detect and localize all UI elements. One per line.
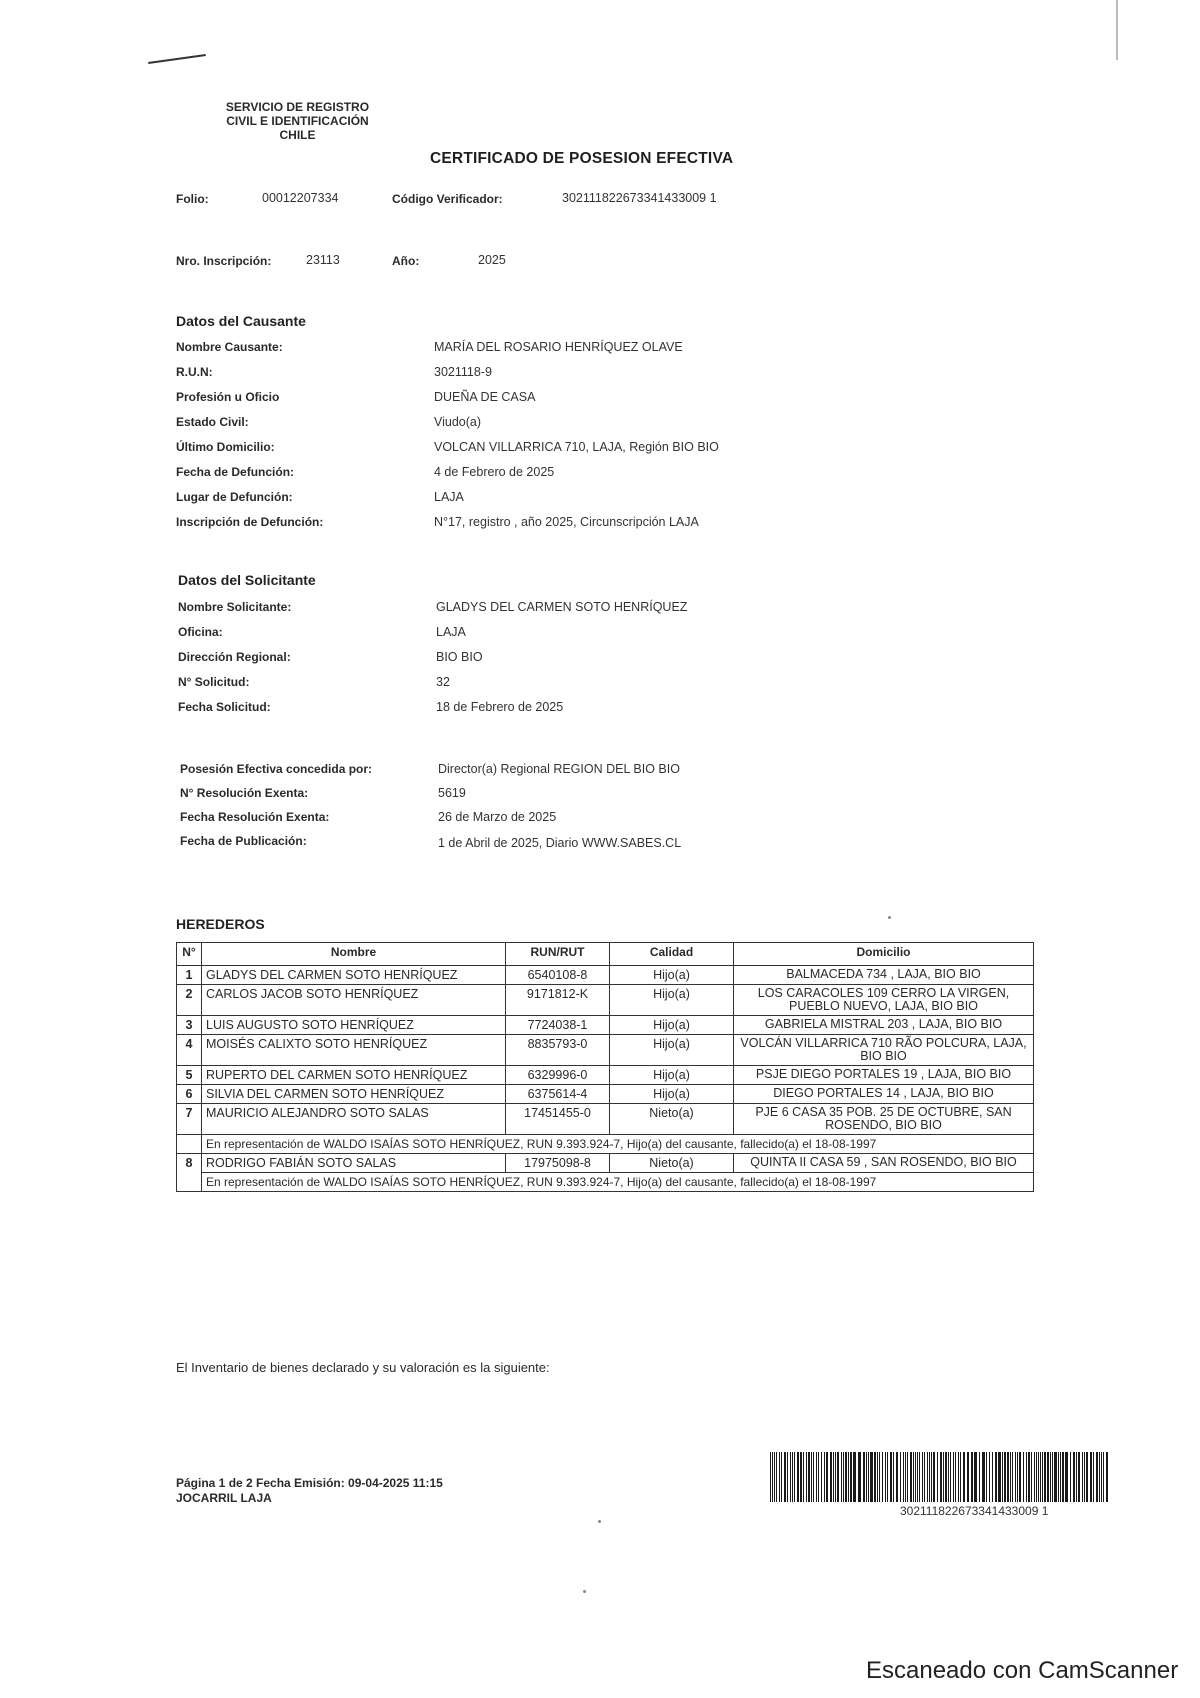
barcode-bar <box>917 1452 918 1502</box>
barcode-bar <box>989 1452 990 1502</box>
barcode-bar <box>963 1452 965 1502</box>
col-header-run: RUN/RUT <box>506 943 610 966</box>
barcode-bar <box>1099 1452 1100 1502</box>
barcode-bar <box>967 1452 969 1502</box>
cell-domicilio: LOS CARACOLES 109 CERRO LA VIRGEN, PUEBLO NUEVO, LAJA, BIO BIO <box>734 985 1034 1016</box>
barcode-bar <box>995 1452 997 1502</box>
agency-line-3: CHILE <box>279 128 316 142</box>
representation-note: En representación de WALDO ISAÍAS SOTO HENRÍQUEZ, RUN 9.393.924-7, Hijo(a) del causante, fallecido(a) el 18-08-1997 <box>202 1173 1034 1192</box>
footer-page-info: Página 1 de 2 Fecha Emisión: 09-04-2025 11:15 <box>176 1476 443 1490</box>
cell-nombre: RUPERTO DEL CARMEN SOTO HENRÍQUEZ <box>202 1066 506 1085</box>
barcode-bar <box>1106 1452 1108 1502</box>
section-herederos: HEREDEROS <box>176 916 265 932</box>
cell-domicilio: QUINTA II CASA 59 , SAN ROSENDO, BIO BIO <box>734 1154 1034 1173</box>
footer-office: JOCARRIL LAJA <box>176 1491 272 1505</box>
cell-nombre: CARLOS JACOB SOTO HENRÍQUEZ <box>202 985 506 1016</box>
barcode-bar <box>1010 1452 1011 1502</box>
barcode-bar <box>905 1452 906 1502</box>
cell-run: 6375614-4 <box>506 1085 610 1104</box>
cell-calidad: Hijo(a) <box>610 1085 734 1104</box>
barcode-bar <box>835 1452 836 1502</box>
barcode-bar <box>913 1452 914 1502</box>
barcode-bar <box>907 1452 908 1502</box>
barcode-bar <box>943 1452 944 1502</box>
barcode-bar <box>974 1452 977 1502</box>
barcode-bar <box>868 1452 869 1502</box>
solicitante-label: Dirección Regional: <box>178 650 291 664</box>
representation-note: En representación de WALDO ISAÍAS SOTO HENRÍQUEZ, RUN 9.393.924-7, Hijo(a) del causante, fallecido(a) el 18-08-1997 <box>202 1135 1034 1154</box>
barcode-bar <box>998 1452 1001 1502</box>
solicitante-value: GLADYS DEL CARMEN SOTO HENRÍQUEZ <box>436 600 688 614</box>
barcode-bar <box>818 1452 819 1502</box>
cell-domicilio: VOLCÁN VILLARRICA 710 RÃO POLCURA, LAJA, BIO BIO <box>734 1035 1034 1066</box>
barcode-bar <box>893 1452 894 1502</box>
resolucion-label: N° Resolución Exenta: <box>180 786 309 800</box>
barcode-bar <box>1023 1452 1024 1502</box>
barcode-bar <box>806 1452 807 1502</box>
solicitante-label: Nombre Solicitante: <box>178 600 292 614</box>
table-row <box>177 1104 1034 1135</box>
barcode-bar <box>1060 1452 1061 1502</box>
barcode-bar <box>948 1452 949 1502</box>
barcode-bar <box>858 1452 861 1502</box>
cell-run: 6329996-0 <box>506 1066 610 1085</box>
cell-no: 5 <box>177 1066 202 1085</box>
barcode-bar <box>879 1452 880 1502</box>
barcode-bar <box>1058 1452 1059 1502</box>
cell-nombre: GLADYS DEL CARMEN SOTO HENRÍQUEZ <box>202 966 506 985</box>
barcode-bar <box>779 1452 780 1502</box>
solicitante-value: BIO BIO <box>436 650 483 664</box>
table-row <box>177 966 1034 985</box>
solicitante-label: Fecha Solicitud: <box>178 700 271 714</box>
barcode-bar <box>848 1452 849 1502</box>
scan-mark <box>148 54 206 64</box>
barcode-bar <box>955 1452 956 1502</box>
resolucion-label: Fecha de Publicación: <box>180 834 307 848</box>
barcode-bar <box>1019 1452 1021 1502</box>
cell-run: 7724038-1 <box>506 1016 610 1035</box>
barcode-bar <box>1040 1452 1041 1502</box>
causante-value: LAJA <box>434 490 464 504</box>
causante-label: Fecha de Defunción: <box>176 465 295 479</box>
barcode-bar <box>1026 1452 1027 1502</box>
barcode-bar <box>1086 1452 1088 1502</box>
barcode-bar <box>992 1452 993 1502</box>
scan-speck <box>888 916 891 919</box>
barcode-bar <box>845 1452 847 1502</box>
barcode-bar <box>770 1452 771 1502</box>
causante-value: 3021118-9 <box>434 365 492 379</box>
barcode-bar <box>924 1452 925 1502</box>
resolucion-value: Director(a) Regional REGION DEL BIO BIO <box>438 762 680 776</box>
barcode-bar <box>866 1452 867 1502</box>
barcode-bar <box>885 1452 886 1502</box>
barcode-bar <box>931 1452 932 1502</box>
table-row-note <box>177 1135 1034 1154</box>
col-header-nombre: Nombre <box>202 943 506 966</box>
barcode-bar <box>958 1452 959 1502</box>
inventario-text: El Inventario de bienes declarado y su valoración es la siguiente: <box>176 1360 550 1375</box>
barcode-bar <box>833 1452 834 1502</box>
barcode-bar <box>882 1452 883 1502</box>
causante-label: Lugar de Defunción: <box>176 490 293 504</box>
table-row-note <box>177 1173 1034 1192</box>
barcode-bar <box>929 1452 930 1502</box>
cell-run: 17975098-8 <box>506 1154 610 1173</box>
barcode-bar <box>863 1452 865 1502</box>
section-causante: Datos del Causante <box>176 313 306 329</box>
barcode-bar <box>1052 1452 1053 1502</box>
barcode-bar <box>1042 1452 1043 1502</box>
barcode-bar <box>821 1452 822 1502</box>
barcode-bar <box>971 1452 973 1502</box>
barcode-bar <box>1004 1452 1006 1502</box>
barcode-bar <box>1065 1452 1068 1502</box>
cell-run: 9171812-K <box>506 985 610 1016</box>
causante-label: Estado Civil: <box>176 415 249 429</box>
barcode-bar <box>927 1452 928 1502</box>
barcode-bar <box>1028 1452 1030 1502</box>
barcode-bar <box>800 1452 802 1502</box>
cell-nombre: MAURICIO ALEJANDRO SOTO SALAS <box>202 1104 506 1135</box>
cell-domicilio: GABRIELA MISTRAL 203 , LAJA, BIO BIO <box>734 1016 1034 1035</box>
barcode-bar <box>1101 1452 1102 1502</box>
cell-no: 3 <box>177 1016 202 1035</box>
anio-value: 2025 <box>478 253 506 267</box>
barcode-bar <box>830 1452 832 1502</box>
barcode-bar <box>874 1452 876 1502</box>
codigo-value: 302111822673341433009 1 <box>562 191 717 205</box>
barcode-bar <box>1031 1452 1032 1502</box>
col-header-domicilio: Domicilio <box>734 943 1034 966</box>
barcode-bar <box>1002 1452 1003 1502</box>
heirs-table <box>176 942 1034 1192</box>
barcode-bar <box>1044 1452 1046 1502</box>
causante-value: Viudo(a) <box>434 415 482 429</box>
barcode-bar <box>811 1452 812 1502</box>
barcode-bar <box>784 1452 786 1502</box>
cell-no: 4 <box>177 1035 202 1066</box>
barcode-bar <box>1103 1452 1104 1502</box>
solicitante-label: Oficina: <box>178 625 223 639</box>
barcode-bar <box>1017 1452 1018 1502</box>
barcode-image <box>770 1452 1110 1502</box>
heirs-header-row <box>177 943 1034 966</box>
barcode-bar <box>787 1452 788 1502</box>
folio-label: Folio: <box>176 192 209 206</box>
barcode-bar <box>1012 1452 1013 1502</box>
cell-no-empty <box>177 1173 202 1192</box>
barcode-bar <box>1034 1452 1035 1502</box>
causante-value: DUEÑA DE CASA <box>434 390 536 404</box>
barcode-bar <box>887 1452 888 1502</box>
barcode-bar <box>922 1452 923 1502</box>
barcode-bar <box>1073 1452 1075 1502</box>
barcode-bar <box>979 1452 980 1502</box>
barcode-bar <box>808 1452 810 1502</box>
folio-value: 00012207334 <box>262 191 339 205</box>
col-header-calidad: Calidad <box>610 943 734 966</box>
cell-nombre: LUIS AUGUSTO SOTO HENRÍQUEZ <box>202 1016 506 1035</box>
table-row <box>177 1035 1034 1066</box>
scan-speck <box>583 1590 586 1593</box>
cell-no: 1 <box>177 966 202 985</box>
cell-no: 2 <box>177 985 202 1016</box>
barcode-bar <box>824 1452 825 1502</box>
causante-value: MARÍA DEL ROSARIO HENRÍQUEZ OLAVE <box>434 340 683 354</box>
section-solicitante: Datos del Solicitante <box>178 572 316 588</box>
solicitante-label: N° Solicitud: <box>178 675 250 689</box>
resolucion-value: 26 de Marzo de 2025 <box>438 810 557 824</box>
cell-run: 6540108-8 <box>506 966 610 985</box>
cell-domicilio: BALMACEDA 734 , LAJA, BIO BIO <box>734 966 1034 985</box>
barcode-bar <box>890 1452 892 1502</box>
barcode-bar <box>1054 1452 1057 1502</box>
agency-line-1: SERVICIO DE REGISTRO <box>225 100 370 114</box>
barcode-bar <box>877 1452 878 1502</box>
page-footer <box>176 1476 443 1506</box>
barcode-bar <box>841 1452 842 1502</box>
table-row <box>177 1066 1034 1085</box>
solicitante-value: 18 de Febrero de 2025 <box>436 700 564 714</box>
barcode-bar <box>870 1452 873 1502</box>
barcode-bar <box>915 1452 916 1502</box>
cell-calidad: Hijo(a) <box>610 1035 734 1066</box>
causante-value: VOLCAN VILLARRICA 710, LAJA, Región BIO BIO <box>434 440 719 454</box>
barcode-bar <box>826 1452 828 1502</box>
barcode-bar <box>816 1452 817 1502</box>
barcode-bar <box>1050 1452 1051 1502</box>
barcode-bar <box>896 1452 898 1502</box>
cell-run: 17451455-0 <box>506 1104 610 1135</box>
barcode-bar <box>1096 1452 1098 1502</box>
causante-label: Profesión u Oficio <box>176 390 280 404</box>
barcode-bar <box>792 1452 793 1502</box>
barcode-bar <box>794 1452 795 1502</box>
cell-no: 7 <box>177 1104 202 1135</box>
barcode-bar <box>1036 1452 1037 1502</box>
causante-label: R.U.N: <box>176 365 213 379</box>
barcode-bar <box>776 1452 777 1502</box>
barcode-bar <box>1015 1452 1016 1502</box>
barcode-bar <box>1062 1452 1064 1502</box>
solicitante-value: LAJA <box>436 625 466 639</box>
cell-domicilio: PSJE DIEGO PORTALES 19 , LAJA, BIO BIO <box>734 1066 1034 1085</box>
barcode-bar <box>774 1452 775 1502</box>
solicitante-value: 32 <box>436 675 450 689</box>
cell-no: 8 <box>177 1154 202 1173</box>
barcode-bar <box>790 1452 791 1502</box>
barcode-bar <box>1047 1452 1049 1502</box>
barcode-bar <box>903 1452 904 1502</box>
barcode-bar <box>1038 1452 1039 1502</box>
causante-label: Inscripción de Defunción: <box>176 515 324 529</box>
causante-value: N°17, registro , año 2025, Circunscripción LAJA <box>434 515 699 529</box>
causante-label: Último Domicilio: <box>176 440 275 454</box>
document-title: CERTIFICADO DE POSESION EFECTIVA <box>430 150 734 167</box>
barcode-bar <box>772 1452 773 1502</box>
barcode-bar <box>813 1452 814 1502</box>
barcode-number: 302111822673341433009 1 <box>900 1504 1049 1518</box>
codigo-label: Código Verificador: <box>392 192 503 206</box>
inscripcion-value: 23113 <box>306 253 340 267</box>
barcode-bar <box>910 1452 912 1502</box>
barcode-bar <box>1070 1452 1071 1502</box>
cell-calidad: Nieto(a) <box>610 1154 734 1173</box>
cell-calidad: Nieto(a) <box>610 1104 734 1135</box>
cell-domicilio: DIEGO PORTALES 14 , LAJA, BIO BIO <box>734 1085 1034 1104</box>
scan-speck <box>598 1520 601 1523</box>
cell-calidad: Hijo(a) <box>610 1016 734 1035</box>
agency-header <box>205 100 390 142</box>
cell-domicilio: PJE 6 CASA 35 POB. 25 DE OCTUBRE, SAN ROSENDO, BIO BIO <box>734 1104 1034 1135</box>
barcode-bar <box>843 1452 844 1502</box>
anio-label: Año: <box>392 254 420 268</box>
cell-calidad: Hijo(a) <box>610 1066 734 1085</box>
barcode-bar <box>950 1452 951 1502</box>
table-row <box>177 1154 1034 1173</box>
table-row <box>177 1085 1034 1104</box>
barcode-bar <box>797 1452 799 1502</box>
table-row <box>177 985 1034 1016</box>
cell-no: 6 <box>177 1085 202 1104</box>
barcode-bar <box>781 1452 782 1502</box>
resolucion-label: Posesión Efectiva concedida por: <box>180 762 373 776</box>
inscripcion-label: Nro. Inscripción: <box>176 254 272 268</box>
causante-value: 4 de Febrero de 2025 <box>434 465 555 479</box>
barcode-bar <box>1084 1452 1085 1502</box>
cell-calidad: Hijo(a) <box>610 985 734 1016</box>
barcode-bar <box>933 1452 935 1502</box>
cell-nombre: SILVIA DEL CARMEN SOTO HENRÍQUEZ <box>202 1085 506 1104</box>
cell-nombre: MOISÉS CALIXTO SOTO HENRÍQUEZ <box>202 1035 506 1066</box>
barcode-bar <box>803 1452 804 1502</box>
resolucion-label: Fecha Resolución Exenta: <box>180 810 330 824</box>
cell-calidad: Hijo(a) <box>610 966 734 985</box>
barcode-bar <box>850 1452 852 1502</box>
cell-run: 8835793-0 <box>506 1035 610 1066</box>
barcode-bar <box>900 1452 901 1502</box>
camscanner-watermark: Escaneado con CamScanner <box>866 1657 1179 1684</box>
barcode-bar <box>853 1452 856 1502</box>
barcode-bar <box>982 1452 985 1502</box>
barcode-bar <box>986 1452 987 1502</box>
barcode-bar <box>1090 1452 1092 1502</box>
barcode-bar <box>1007 1452 1009 1502</box>
agency-line-2: CIVIL E IDENTIFICACIÓN <box>226 114 369 128</box>
barcode-bar <box>1093 1452 1094 1502</box>
cell-no-empty <box>177 1135 202 1154</box>
cell-nombre: RODRIGO FABIÁN SOTO SALAS <box>202 1154 506 1173</box>
resolucion-value: 5619 <box>438 786 466 800</box>
barcode-bar <box>945 1452 947 1502</box>
barcode-bar <box>1082 1452 1083 1502</box>
barcode-bar <box>1076 1452 1077 1502</box>
causante-label: Nombre Causante: <box>176 340 283 354</box>
barcode-bar <box>937 1452 938 1502</box>
barcode-bar <box>919 1452 920 1502</box>
barcode-bar <box>953 1452 954 1502</box>
barcode-bar <box>960 1452 961 1502</box>
col-header-no: N° <box>177 943 202 966</box>
scan-edge <box>1116 0 1118 60</box>
barcode-bar <box>1078 1452 1080 1502</box>
table-row <box>177 1016 1034 1035</box>
barcode-bar <box>940 1452 942 1502</box>
resolucion-value: 1 de Abril de 2025, Diario WWW.SABES.CL <box>438 836 682 850</box>
barcode-bar <box>837 1452 839 1502</box>
